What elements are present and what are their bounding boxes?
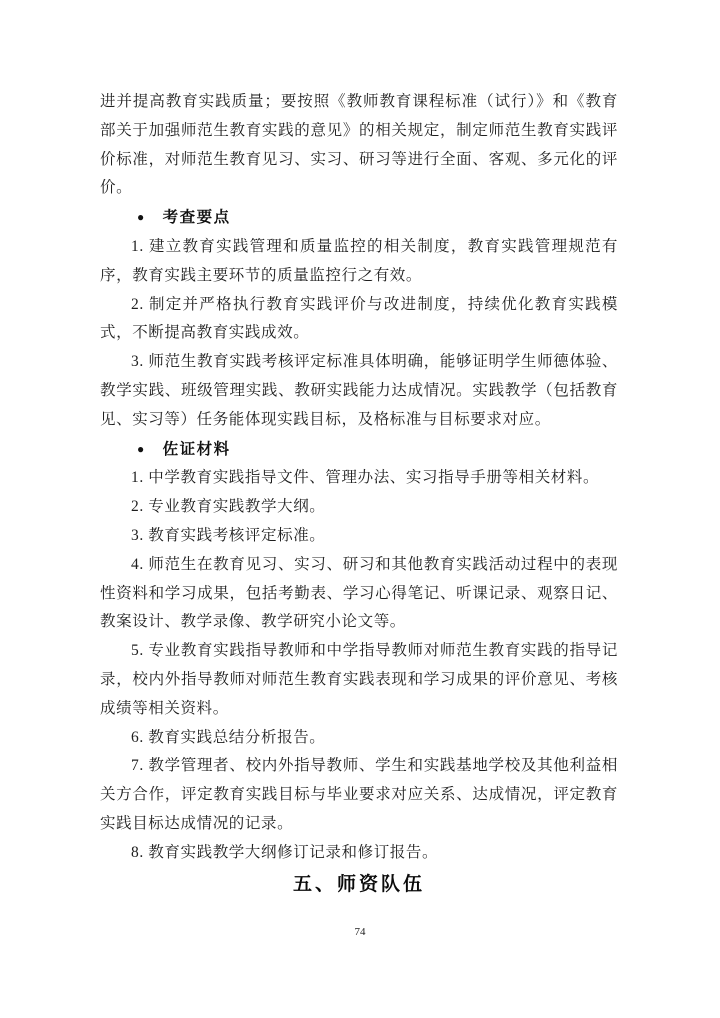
list-item: 2. 制定并严格执行教育实践评价与改进制度，持续优化教育实践模式，不断提高教育实践成效。	[100, 295, 618, 342]
list-item: 8. 教育实践教学大纲修订记录和修订报告。	[131, 843, 439, 861]
section-header-examination-points	[100, 203, 618, 233]
bullet-icon: ●	[137, 441, 145, 456]
list-item: 6. 教育实践总结分析报告。	[131, 728, 326, 746]
section-title: 佐证材料	[162, 440, 231, 458]
list-item: 4. 师范生在教育见习、实习、研习和其他教育实践活动过程中的表现性资料和学习成果，包括考勤表、学习心得笔记、听课记录、观察日记、教案设计、教学录像、教学研究小论文等。	[100, 555, 618, 631]
list-item: 5. 专业教育实践指导教师和中学指导教师对师范生教育实践的指导记录，校内外指导教师对师范生教育实践表现和学习成果的评价意见、考核成绩等相关资料。	[100, 642, 618, 717]
section-heading-faculty: 五、师资队伍	[292, 873, 425, 895]
section-header-supporting-materials	[100, 435, 618, 465]
list-item: 3. 教育实践考核评定标准。	[131, 526, 326, 544]
list-item: 3. 师范生教育实践考核评定标准具体明确，能够证明学生师德体验、教学实践、班级管理实践、教研实践能力达成情况。实践教学（包括教育见、实习等）任务能体现实践目标，及格标准与目标要求对应。	[100, 353, 618, 428]
section-title: 考查要点	[162, 209, 231, 227]
intro-paragraph: 进并提高教育实践质量；要按照《教师教育课程标准（试行）》和《教育部关于加强师范生教育实践的意见》的相关规定，制定师范生教育实践评价标准，对师范生教育见习、实习、研习等进行全面、客观、多元化的评价。	[100, 93, 618, 197]
list-item: 7. 教学管理者、校内外指导教师、学生和实践基地学校及其他利益相关方合作，评定教育实践目标与毕业要求对应关系、达成情况，评定教育实践目标达成情况的记录。	[100, 757, 618, 832]
list-item: 1. 中学教育实践指导文件、管理办法、实习指导手册等相关材料。	[131, 469, 600, 487]
document-body	[100, 88, 618, 902]
bullet-icon: ●	[137, 210, 145, 225]
list-item: 2. 专业教育实践教学大纲。	[131, 498, 326, 516]
page-number: 74	[354, 926, 366, 938]
list-item: 1. 建立教育实践管理和质量监控的相关制度，教育实践管理规范有序，教育实践主要环节的质量监控行之有效。	[100, 237, 618, 284]
